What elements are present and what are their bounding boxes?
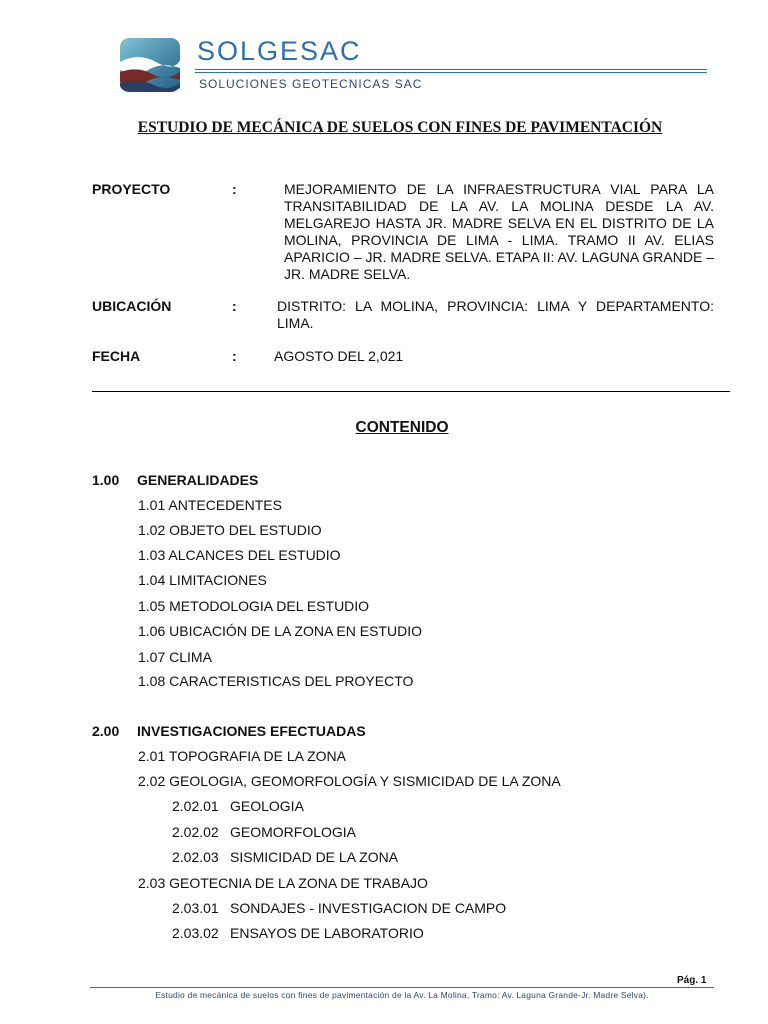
toc-item	[138, 522, 322, 538]
toc-item-number: 1.02	[138, 522, 166, 538]
toc-item-number: 2.02.03	[172, 849, 219, 865]
toc-subitem	[172, 824, 356, 840]
brand-underline	[195, 69, 707, 75]
toc-item-number: 2.03.01	[172, 900, 219, 916]
toc-item-number: 2.02.01	[172, 798, 219, 814]
toc-item-title: OBJETO DEL ESTUDIO	[169, 522, 322, 538]
solgesac-logo-icon	[120, 38, 180, 92]
toc-subitem	[172, 900, 506, 916]
toc-item-title: METODOLOGIA DEL ESTUDIO	[169, 598, 370, 614]
toc-subitem	[172, 849, 398, 865]
toc-item-number: 2.03	[138, 875, 166, 891]
toc-item-number: 1.04	[138, 572, 166, 588]
toc-item-title: ENSAYOS DE LABORATORIO	[230, 925, 424, 941]
toc-item-title: SONDAJES - INVESTIGACION DE CAMPO	[230, 900, 507, 916]
toc-subitem	[172, 925, 424, 941]
proyecto-label: PROYECTO	[92, 181, 171, 197]
toc-item	[138, 875, 428, 891]
toc-item-title: ALCANCES DEL ESTUDIO	[168, 547, 341, 563]
toc-item-number: 2.02.02	[172, 824, 219, 840]
toc-subitem	[172, 798, 304, 814]
divider	[92, 391, 730, 392]
document-title: ESTUDIO DE MECÁNICA DE SUELOS CON FINES DE PAVIMENTACIÓN	[137, 119, 663, 136]
toc-item-title: SISMICIDAD DE LA ZONA	[230, 849, 399, 865]
footer-divider	[90, 987, 714, 988]
toc-section-number: 1.00	[92, 472, 120, 488]
toc-item-title: UBICACIÓN DE LA ZONA EN ESTUDIO	[169, 623, 422, 639]
proyecto-value: MEJORAMIENTO DE LA INFRAESTRUCTURA VIAL PARA LA TRANSITABILIDAD DE LA AV. LA MOLINA DESDE LA AV. MELGAREJO HASTA JR. MADRE SELVA EN EL DISTRITO DE LA MOLINA, PROVINCIA DE LIMA - LIMA. TRAMO II AV. ELIAS APARICIO – JR. MADRE SELVA. ETAPA II: AV. LAGUNA GRANDE – JR. MADRE SELVA.	[284, 181, 714, 282]
toc-item-title: TOPOGRAFIA DE LA ZONA	[168, 748, 347, 764]
toc-section-title: GENERALIDADES	[137, 472, 259, 488]
contents-title: CONTENIDO	[355, 419, 449, 436]
toc-item-title: GEOTECNIA DE LA ZONA DE TRABAJO	[169, 875, 428, 891]
toc-item	[138, 649, 212, 665]
brand-name: SOLGESAC	[197, 36, 362, 66]
toc-item-title: CARACTERISTICAS DEL PROYECTO	[169, 673, 414, 689]
toc-item-title: GEOLOGIA, GEOMORFOLOGÍA Y SISMICIDAD DE LA ZONA	[169, 773, 561, 789]
toc-item-number: 1.01	[138, 497, 166, 513]
toc-item-title: LIMITACIONES	[169, 572, 267, 588]
toc-item	[138, 598, 369, 614]
toc-item	[138, 748, 346, 764]
toc-item	[138, 547, 341, 563]
toc-item-number: 2.03.02	[172, 925, 219, 941]
brand-subtitle: SOLUCIONES GEOTECNICAS SAC	[199, 77, 423, 91]
fecha-value: AGOSTO DEL 2,021	[274, 348, 404, 364]
fecha-colon: :	[232, 348, 237, 364]
ubicacion-label: UBICACIÓN	[92, 298, 172, 314]
toc-item-number: 1.07	[138, 649, 166, 665]
toc-section-title: INVESTIGACIONES EFECTUADAS	[137, 723, 366, 739]
toc-item-title: CLIMA	[169, 649, 212, 665]
toc-item	[138, 497, 282, 513]
toc-item	[138, 572, 267, 588]
toc-item	[138, 673, 413, 689]
footer-text: Estudio de mecánica de suelos con fines de pavimentación de la Av. La Molina, Tramo: Av. Laguna Grande-Jr. Madre Selva).	[155, 990, 649, 1000]
toc-item-title: GEOMORFOLOGIA	[230, 824, 357, 840]
ubicacion-colon: :	[232, 298, 237, 314]
fecha-label: FECHA	[92, 348, 141, 364]
toc-section-number: 2.00	[92, 723, 120, 739]
toc-item-number: 1.06	[138, 623, 166, 639]
toc-item-title: ANTECEDENTES	[168, 497, 282, 513]
toc-item	[138, 773, 561, 789]
page-number: Pág. 1	[677, 975, 707, 986]
toc-item-number: 1.05	[138, 598, 166, 614]
toc-item-number: 1.08	[138, 673, 166, 689]
toc-item	[138, 623, 422, 639]
proyecto-colon: :	[232, 181, 237, 197]
toc-item-title: GEOLOGIA	[230, 798, 304, 814]
toc-item-number: 2.02	[138, 773, 166, 789]
toc-item-number: 2.01	[138, 748, 166, 764]
ubicacion-value: DISTRITO: LA MOLINA, PROVINCIA: LIMA Y DEPARTAMENTO: LIMA.	[277, 298, 714, 331]
toc-item-number: 1.03	[138, 547, 166, 563]
